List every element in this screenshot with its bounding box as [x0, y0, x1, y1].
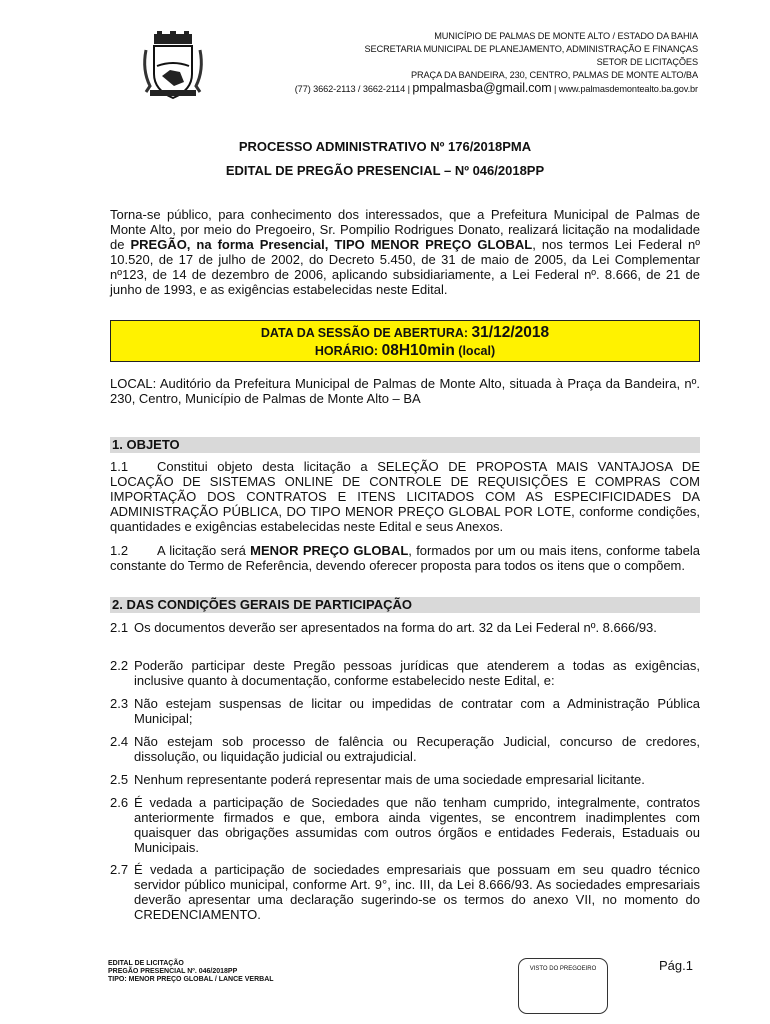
visto-label: VISTO DO PREGOEIRO: [529, 966, 597, 972]
intro-paragraph: [110, 207, 700, 297]
item-2-4-number: 2.4: [110, 734, 129, 749]
item-2-3: [110, 696, 700, 726]
header-block: [295, 30, 698, 96]
item-2-6-number: 2.6: [110, 795, 129, 810]
item-2-5-number: 2.5: [110, 772, 129, 787]
footer-line-1: EDITAL DE LICITAÇÃO: [108, 960, 184, 967]
intro-text-1: Torna-se público, para conhecimento dos interessados, que a Prefeitura Municipal de Palmas de Monte Alto, por meio do Pregoeiro, Sr. Pompilio Rodrigues Donato, realizará licitação na modalidade de: [110, 207, 700, 252]
session-date-value: 31/12/2018: [471, 324, 550, 341]
header-email: pmpalmasba@gmail.com: [412, 81, 552, 95]
item-2-7-text: É vedada a participação de sociedades empresariais que possuam em seu quadro técnico servidor público municipal, conforme Art. 9°, inc. III, da Lei 8.666/93. As sociedades empresariais deverão apresentar uma declaração sugerindo-se os termos do anexo VII, no momento do CREDENCIAMENTO.: [134, 862, 700, 922]
item-2-5-text: Nenhum representante poderá representar mais de uma sociedade empresarial licitante.: [134, 772, 645, 787]
process-title: PROCESSO ADMINISTRATIVO Nº 176/2018PMA: [238, 139, 532, 154]
item-1-2-number: 1.2: [110, 543, 129, 558]
item-2-6-text: É vedada a participação de Sociedades que não tenham cumprido, integralmente, contratos anteriormente firmados e que, embora ainda vigentes, se encontrem inadimplentes com quaisquer das obrigações assumidas com outros órgãos e entidades Federais, Estaduais ou Municipais.: [134, 795, 700, 855]
item-1-1-text: Constitui objeto desta licitação a SELEÇÃO DE PROPOSTA MAIS VANTAJOSA DE LOCAÇÃO DE SISTEMAS ONLINE DE CONTROLE DE REQUISIÇÕES E COMPRAS COM IMPORTAÇÃO DOS CONTRATOS E ITENS LICITADOS COM AS ESPECIFICIDADES DA ADMINISTRAÇÃO PÚBLICA, DO TIPO MENOR PREÇO GLOBAL POR LOTE, conforme condições, quantidades e exigências estabelecidas neste Edital e seus Anexos.: [110, 459, 700, 534]
item-1-2: [110, 543, 700, 573]
item-2-1-text: Os documentos deverão ser apresentados na forma do art. 32 da Lei Federal nº. 8.666/93.: [134, 620, 657, 635]
header-site: | www.palmasdemontealto.ba.gov.br: [554, 84, 698, 94]
item-2-3-text: Não estejam suspensas de licitar ou impedidas de contratar com a Administração Pública Municipal;: [134, 696, 700, 726]
header-contact: [295, 82, 698, 96]
item-2-1: [110, 620, 700, 635]
item-2-2-number: 2.2: [110, 658, 129, 673]
footer-line-3: TIPO: MENOR PREÇO GLOBAL / LANCE VERBAL: [108, 976, 274, 983]
item-2-7-number: 2.7: [110, 862, 129, 877]
item-1-2-text: [110, 543, 700, 573]
header-secretariat: SECRETARIA MUNICIPAL DE PLANEJAMENTO, ADMINISTRAÇÃO E FINANÇAS: [364, 44, 698, 54]
item-1-1-number: 1.1: [110, 459, 129, 474]
header-address: PRAÇA DA BANDEIRA, 230, CENTRO, PALMAS DE MONTE ALTO/BA: [410, 70, 698, 80]
header-municipality: MUNICÍPIO DE PALMAS DE MONTE ALTO / ESTADO DA BAHIA: [434, 31, 698, 41]
session-box: [110, 320, 700, 362]
item-2-5: [110, 772, 700, 787]
header-phones: (77) 3662-2113 / 3662-2114 |: [294, 84, 410, 94]
section-1-heading: 1. OBJETO: [110, 437, 700, 453]
visto-box: [518, 958, 608, 1014]
page-number: Pág.1: [659, 958, 693, 973]
session-date-label: DATA DA SESSÃO DE ABERTURA:: [260, 326, 469, 340]
item-2-2-text: Poderão participar deste Pregão pessoas jurídicas que atenderem a todas as exigências, inclusive quanto à documentação, conforme estabelecido neste Edital, e:: [134, 658, 700, 688]
item-1-2-bold: MENOR PREÇO GLOBAL: [250, 543, 409, 558]
item-2-4-text: Não estejam sob processo de falência ou Recuperação Judicial, concurso de credores, dissolução, ou liquidação judicial ou extrajudicial.: [134, 734, 700, 764]
item-1-2-post: , formados por um ou mais itens, conforme tabela constante do Termo de Referência, devendo oferecer proposta para todos os itens que o compõem.: [110, 543, 700, 573]
footer-block: [108, 960, 274, 984]
item-2-6: [110, 795, 700, 855]
item-1-1: [110, 459, 700, 534]
municipal-crest-icon: [140, 30, 206, 102]
item-2-1-number: 2.1: [110, 620, 129, 635]
header-sector: SETOR DE LICITAÇÕES: [596, 57, 698, 67]
session-time-value: 08H10min: [381, 342, 455, 359]
item-2-7: [110, 862, 700, 922]
section-2-heading: 2. DAS CONDIÇÕES GERAIS DE PARTICIPAÇÃO: [110, 597, 700, 613]
intro-modality: PREGÃO, na forma Presencial, TIPO MENOR PREÇO GLOBAL: [130, 237, 533, 252]
intro-text-2: , nos termos Lei Federal nº 10.520, de 17 de julho de 2002, do Decreto 5.450, de 31 de maio de 2005, da Lei Complementar nº123, de 14 de dezembro de 2006, aplicando subsidiariamente, a Lei Federal nº. 8.666, de 21 de junho de 1993, e as exigências estabelecidas neste Edital.: [110, 237, 700, 297]
item-1-2-pre: A licitação será: [157, 543, 251, 558]
edital-title: EDITAL DE PREGÃO PRESENCIAL – Nº 046/2018PP: [225, 163, 545, 178]
item-2-2: [110, 658, 700, 688]
session-time-label: HORÁRIO:: [314, 344, 379, 358]
item-2-4: [110, 734, 700, 764]
local-paragraph: LOCAL: Auditório da Prefeitura Municipal de Palmas de Monte Alto, situada à Praça da Bandeira, nº. 230, Centro, Município de Palmas de Monte Alto – BA: [110, 376, 700, 406]
footer-line-2: PREGÃO PRESENCIAL Nº. 046/2018PP: [108, 968, 238, 975]
item-2-3-number: 2.3: [110, 696, 129, 711]
session-time-note: (local): [458, 344, 496, 358]
